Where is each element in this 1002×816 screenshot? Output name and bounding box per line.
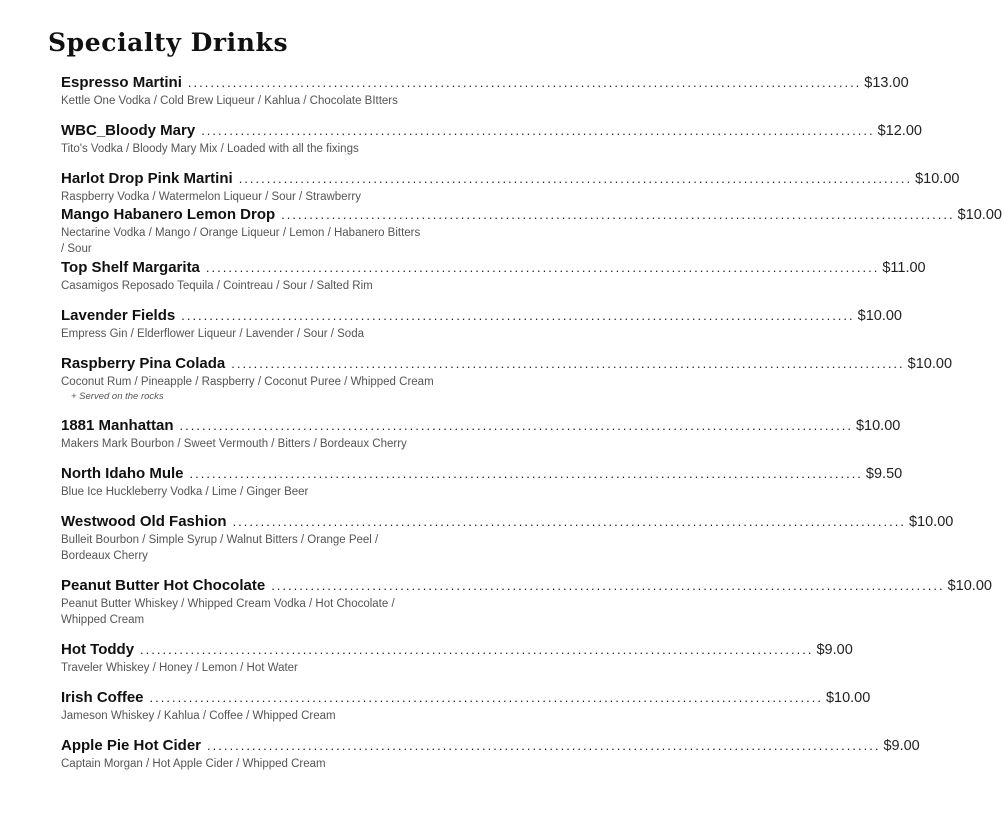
dot-leader: ........................................................................................................................	[179, 418, 853, 433]
item-price: $10.00	[915, 171, 960, 187]
item-price: $10.00	[825, 690, 871, 706]
dot-leader: ........................................................................................................................	[189, 466, 863, 481]
item-name: Apple Pie Hot Cider	[61, 737, 202, 754]
item-ingredients: Captain Morgan / Hot Apple Cider / Whipped Cream	[61, 758, 326, 770]
dot-leader: ........................................................................................................................	[231, 356, 905, 371]
item-ingredients: Bulleit Bourbon / Simple Syrup / Walnut Bitters / Orange Peel / Bordeaux Cherry	[61, 534, 379, 562]
item-ingredients: Traveler Whiskey / Honey / Lemon / Hot Water	[61, 662, 298, 674]
menu-item-lavender-fields	[61, 307, 902, 342]
item-price: $11.00	[882, 260, 926, 276]
menu-item-bloody-mary	[61, 122, 922, 157]
item-name: Irish Coffee	[61, 689, 144, 706]
item-price: $9.50	[865, 466, 903, 482]
menu-item-westwood-old-fashion	[61, 513, 954, 564]
item-ingredients: Tito's Vodka / Bloody Mary Mix / Loaded with all the fixings	[61, 143, 359, 155]
menu-item-irish-coffee	[61, 689, 871, 724]
dot-leader: ........................................................................................................................	[140, 642, 814, 657]
item-price: $10.00	[907, 356, 953, 372]
dot-leader: ........................................................................................................................	[181, 308, 855, 323]
item-name: Harlot Drop Pink Martini	[61, 170, 233, 187]
item-ingredients: Kettle One Vodka / Cold Brew Liqueur / Kahlua / Chocolate BItters	[61, 95, 398, 107]
menu-item-apple-pie-hot-cider	[61, 737, 920, 772]
item-price: $9.00	[816, 642, 853, 658]
menu-item-harlot-drop	[61, 170, 960, 205]
menu-item-top-shelf-margarita	[61, 259, 926, 294]
dot-leader: ........................................................................................................................	[281, 207, 955, 222]
item-ingredients: Coconut Rum / Pineapple / Raspberry / Coconut Puree / Whipped Cream	[61, 376, 434, 388]
item-name: Hot Toddy	[61, 641, 135, 658]
item-name: Mango Habanero Lemon Drop	[61, 206, 276, 223]
item-price: $10.00	[947, 578, 992, 594]
item-name: Raspberry Pina Colada	[61, 355, 226, 372]
menu-item-espresso-martini	[61, 74, 909, 109]
menu-item-hot-toddy	[61, 641, 853, 676]
item-name: Top Shelf Margarita	[61, 259, 200, 276]
item-name: Lavender Fields	[61, 307, 176, 324]
item-ingredients: Makers Mark Bourbon / Sweet Vermouth / Bitters / Bordeaux Cherry	[61, 438, 407, 450]
dot-leader: ........................................................................................................................	[187, 75, 862, 90]
dot-leader: ........................................................................................................................	[238, 171, 913, 186]
menu-title: Specialty Drinks	[48, 28, 289, 57]
item-ingredients: Nectarine Vodka / Mango / Orange Liqueur / Lemon / Habanero Bitters / Sour	[61, 227, 421, 255]
menu-item-mango-habanero	[61, 206, 1002, 257]
item-price: $10.00	[957, 207, 1002, 223]
item-name: Peanut Butter Hot Chocolate	[61, 577, 266, 594]
item-ingredients: Blue Ice Huckleberry Vodka / Lime / Ginger Beer	[61, 486, 309, 498]
item-name: Espresso Martini	[61, 74, 182, 91]
item-price: $10.00	[855, 418, 901, 434]
item-price: $10.00	[908, 514, 954, 530]
menu-item-1881-manhattan	[61, 417, 901, 452]
dot-leader: ........................................................................................................................	[232, 514, 906, 529]
item-name: Westwood Old Fashion	[61, 513, 227, 530]
dot-leader: ........................................................................................................................	[201, 123, 875, 138]
item-ingredients: Peanut Butter Whiskey / Whipped Cream Vodka / Hot Chocolate / Whipped Cream	[61, 598, 395, 626]
dot-leader: ........................................................................................................................	[205, 260, 880, 275]
item-note: + Served on the rocks	[71, 391, 164, 402]
item-price: $13.00	[864, 75, 909, 91]
menu-item-raspberry-pina-colada	[61, 355, 953, 403]
item-ingredients: Raspberry Vodka / Watermelon Liqueur / Sour / Strawberry	[61, 191, 361, 203]
item-name: North Idaho Mule	[61, 465, 184, 482]
item-ingredients: Empress Gin / Elderflower Liqueur / Lavender / Sour / Soda	[61, 328, 364, 340]
item-price: $10.00	[857, 308, 902, 324]
menu-item-peanut-butter-hot-chocolate	[61, 577, 992, 628]
item-name: WBC_Bloody Mary	[61, 122, 196, 139]
menu-item-north-idaho-mule	[61, 465, 903, 500]
item-name: 1881 Manhattan	[61, 417, 174, 434]
item-ingredients: Casamigos Reposado Tequila / Cointreau / Sour / Salted Rim	[61, 280, 373, 292]
item-price: $12.00	[877, 123, 922, 139]
dot-leader: ........................................................................................................................	[207, 738, 881, 753]
item-price: $9.00	[883, 738, 920, 754]
dot-leader: ........................................................................................................................	[271, 578, 945, 593]
dot-leader: ........................................................................................................................	[149, 690, 823, 705]
item-ingredients: Jameson Whiskey / Kahlua / Coffee / Whipped Cream	[61, 710, 336, 722]
